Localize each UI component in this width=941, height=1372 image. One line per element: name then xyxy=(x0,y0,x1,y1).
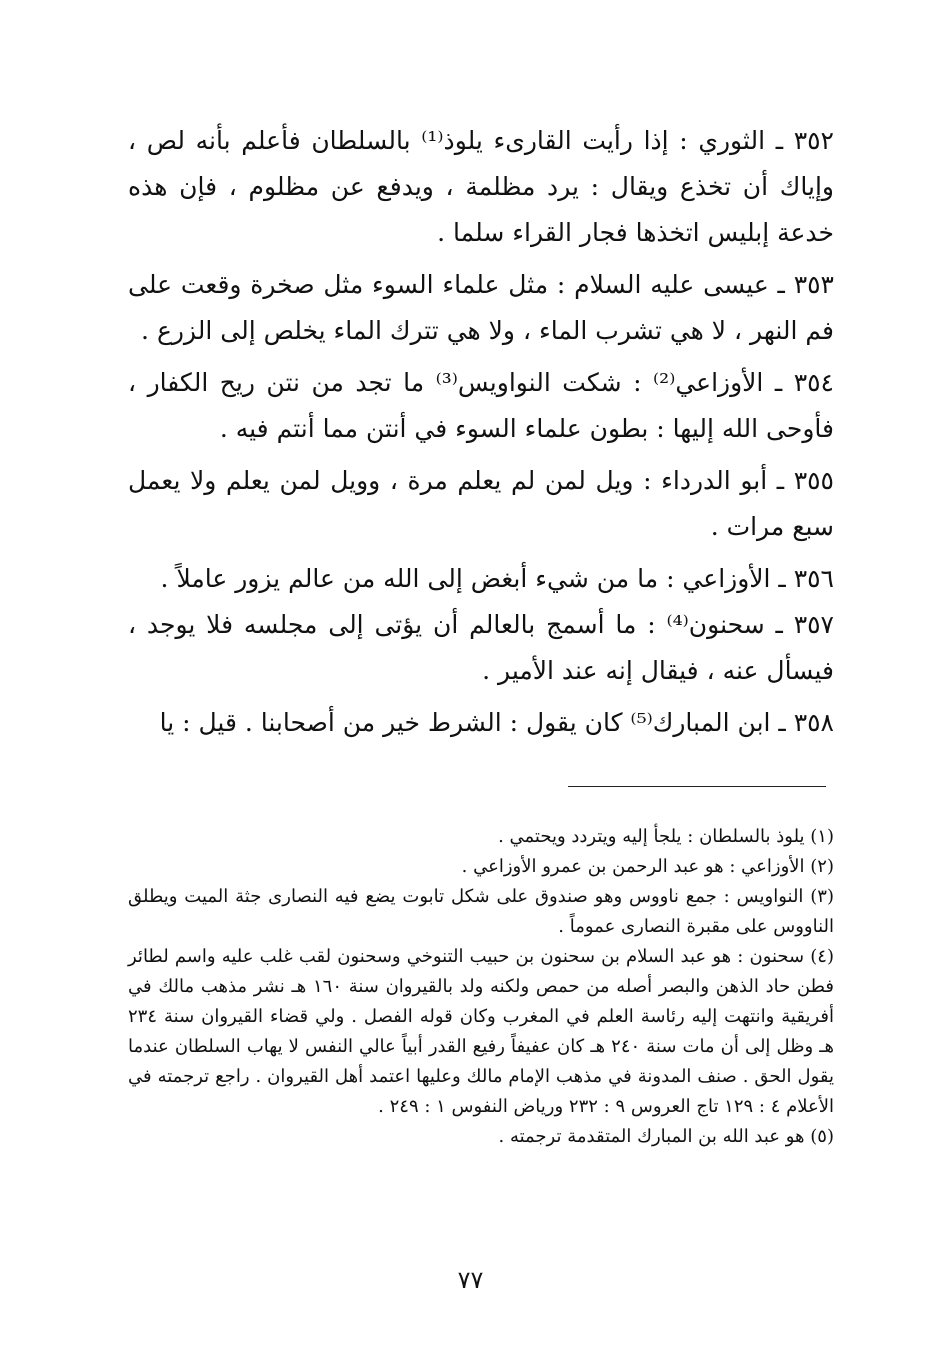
main-text xyxy=(128,118,834,752)
paragraph-354: ٣٥٤ ـ الأوزاعي⁽²⁾ : شكت النواويس⁽³⁾ ما تجد من نتن ريح الكفار ، فأوحى الله إليها : بطون علماء السوء في أنتن مما أنتم فيه . xyxy=(128,368,834,443)
footnote-1: (١) يلوذ بالسلطان : يلجأ إليه ويتردد ويحتمي . xyxy=(498,826,834,847)
paragraph-356: ٣٥٦ ـ الأوزاعي : ما من شيء أبغض إلى الله من عالم يزور عاملاً . xyxy=(160,564,834,593)
footnote-2: (٢) الأوزاعي : هو عبد الرحمن بن عمرو الأوزاعي . xyxy=(461,856,834,877)
page-number: ٧٧ xyxy=(457,1266,484,1294)
footnote-3: (٣) النواويس : جمع ناووس وهو صندوق على شكل تابوت يضع فيه النصارى جثة الميت ويطلق الناووس على مقبرة النصارى عموماً . xyxy=(128,886,834,937)
footnote-4: (٤) سحنون : هو عبد السلام بن سحنون بن حبيب التنوخي وسحنون لقب غلب عليه واسم لطائر فطن حاد الذهن والبصر أصله من حمص ولكنه ولد بالقيروان سنة ١٦٠ هـ نشر مذهب مالك في أفريقية وانتهت إليه رئاسة العلم في المغرب وكان قوله الفصل . ولي قضاء القيروان سنة ٢٣٤ هـ وظل إلى أن مات سنة ٢٤٠ هـ كان عفيفاً رفيع القدر أبياً عالي النفس لا يهاب السلطان عندما يقول الحق . صنف المدونة في مذهب الإمام مالك وعليها اعتمد أهل القيروان . راجع ترجمته في الأعلام ٤ : ١٢٩ تاج العروس ٩ : ٢٣٢ ورياض النفوس ١ : ٢٤٩ . xyxy=(128,946,834,1117)
paragraph-358: ٣٥٨ ـ ابن المبارك⁽⁵⁾ كان يقول : الشرط خير من أصحابنا . قيل : يا xyxy=(159,708,834,737)
paragraph-355: ٣٥٥ ـ أبو الدرداء : ويل لمن لم يعلم مرة ، وويل لمن يعلم ولا يعمل سبع مرات . xyxy=(128,466,834,541)
paragraph-353: ٣٥٣ ـ عيسى عليه السلام : مثل علماء السوء مثل صخرة وقعت على فم النهر ، لا هي تشرب الماء ، ولا هي تترك الماء يخلص إلى الزرع . xyxy=(128,270,834,345)
paragraph-352: ٣٥٢ ـ الثوري : إذا رأيت القارىء يلوذ⁽¹⁾ بالسلطان فأعلم بأنه لص ، وإياك أن تخذع ويقال : يرد مظلمة ، ويدفع عن مظلوم ، فإن هذه خدعة إبليس اتخذها فجار القراء سلما . xyxy=(128,126,834,247)
footnote-5: (٥) هو عبد الله بن المبارك المتقدمة ترجمته . xyxy=(498,1126,834,1147)
footnote-separator xyxy=(568,786,826,787)
footnotes xyxy=(128,822,834,1152)
paragraph-357: ٣٥٧ ـ سحنون⁽⁴⁾ : ما أسمج بالعالم أن يؤتى إلى مجلسه فلا يوجد ، فيسأل عنه ، فيقال إنه عند الأمير . xyxy=(128,610,834,685)
